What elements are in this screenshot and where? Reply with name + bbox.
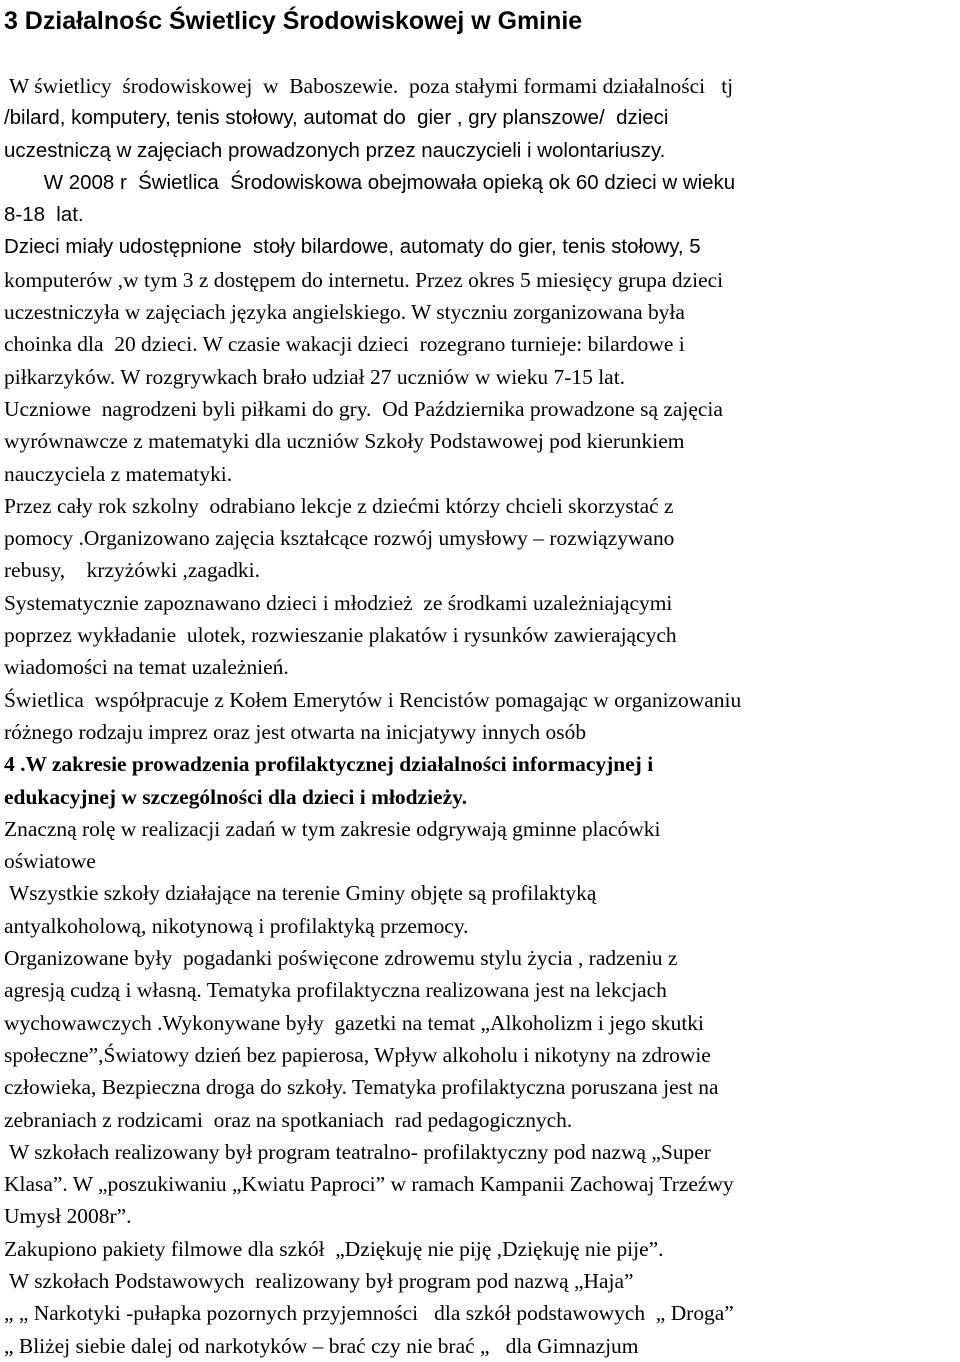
paragraph-line: choinka dla 20 dzieci. W czasie wakacji dzieci rozegrano turnieje: bilardowe i [4, 332, 685, 357]
paragraph-line: /bilard, komputery, tenis stołowy, automat do gier , gry planszowe/ dzieci [4, 106, 669, 130]
paragraph-line: Umysł 2008r”. [4, 1204, 132, 1229]
paragraph-line: uczestniczyła w zajęciach języka angielskiego. W styczniu zorganizowana była [4, 300, 685, 325]
paragraph-line: Wszystkie szkoły działające na terenie Gminy objęte są profilaktyką [4, 881, 597, 906]
paragraph-line: Świetlica współpracuje z Kołem Emerytów i Rencistów pomagając w organizowaniu [4, 687, 742, 712]
section-heading-line: 4 .W zakresie prowadzenia profilaktycznej działalności informacyjnej i [4, 752, 654, 777]
paragraph-line: Systematycznie zapoznawano dzieci i młodzież ze środkami uzależniającymi [4, 590, 673, 615]
paragraph-line: uczestniczą w zajęciach prowadzonych przez nauczycieli i wolontariuszy. [4, 138, 666, 162]
paragraph-line: rebusy, krzyżówki ,zagadki. [4, 558, 260, 583]
document-page [4, 0, 956, 1362]
paragraph-line: Dzieci miały udostępnione stoły bilardowe, automaty do gier, tenis stołowy, 5 [4, 235, 701, 259]
paragraph-line: Przez cały rok szkolny odrabiano lekcje z dziećmi którzy chcieli skorzystać z [4, 493, 674, 518]
paragraph-line: piłkarzyków. W rozgrywkach brało udział 27 uczniów w wieku 7-15 lat. [4, 364, 626, 389]
paragraph-line: wychowawczych .Wykonywane były gazetki na temat „Alkoholizm i jego skutki [4, 1010, 704, 1035]
paragraph-line: „ „ Narkotyki -pułapka pozornych przyjemności dla szkół podstawowych „ Droga” [4, 1301, 734, 1326]
paragraph-line: oświatowe [4, 849, 96, 874]
paragraph-line: komputerów ,w tym 3 z dostępem do internetu. Przez okres 5 miesięcy grupa dzieci [4, 267, 724, 292]
paragraph-line: poprzez wykładanie ulotek, rozwieszanie plakatów i rysunków zawierających [4, 623, 677, 648]
section-heading: 3 Działalnośc Świetlicy Środowiskowej w Gminie [4, 7, 583, 35]
paragraph-line: pomocy .Organizowano zajęcia kształcące rozwój umysłowy – rozwiązywano [4, 526, 675, 551]
paragraph-line: Organizowane były pogadanki poświęcone zdrowemu stylu życia , radzeniu z [4, 946, 678, 971]
paragraph-line: W szkołach Podstawowych realizowany był program pod nazwą „Haja” [4, 1268, 634, 1293]
paragraph-line: W świetlicy środowiskowej w Baboszewie. poza stałymi formami działalności tj [4, 74, 734, 98]
paragraph-line: różnego rodzaju imprez oraz jest otwarta na inicjatywy innych osób [4, 719, 587, 744]
paragraph-line: Klasa”. W „poszukiwaniu „Kwiatu Paproci” w ramach Kampanii Zachowaj Trzeźwy [4, 1172, 734, 1197]
paragraph-line: wyrównawcze z matematyki dla uczniów Szkoły Podstawowej pod kierunkiem [4, 429, 685, 454]
paragraph-line: Zakupiono pakiety filmowe dla szkół „Dziękuję nie piję ,Dziękuję nie pije”. [4, 1236, 664, 1261]
paragraph-line: agresją cudzą i własną. Tematyka profilaktyczna realizowana jest na lekcjach [4, 978, 667, 1003]
document-body [4, 70, 956, 1362]
paragraph-line: 8-18 lat. [4, 203, 84, 227]
paragraph-line: człowieka, Bezpieczna droga do szkoły. Tematyka profilaktyczna poruszana jest na [4, 1075, 719, 1100]
paragraph-line: wiadomości na temat uzależnień. [4, 655, 289, 680]
paragraph-line: społeczne”,Światowy dzień bez papierosa, Wpływ alkoholu i nikotyny na zdrowie [4, 1042, 711, 1067]
section-heading-line: edukacyjnej w szczególności dla dzieci i młodzieży. [4, 784, 468, 809]
paragraph-line: zebraniach z rodzicami oraz na spotkaniach rad pedagogicznych. [4, 1107, 573, 1132]
paragraph-line: nauczyciela z matematyki. [4, 461, 233, 486]
paragraph-line: „ Bliżej siebie dalej od narkotyków – brać czy nie brać „ dla Gimnazjum [4, 1333, 639, 1358]
paragraph-line: Uczniowe nagrodzeni byli piłkami do gry. Od Października prowadzone są zajęcia [4, 396, 723, 421]
paragraph-line: W szkołach realizowany był program teatralno- profilaktyczny pod nazwą „Super [4, 1139, 711, 1164]
paragraph-line: W 2008 r Świetlica Środowiskowa obejmowała opieką ok 60 dzieci w wieku [4, 170, 736, 194]
paragraph-line: Znaczną rolę w realizacji zadań w tym zakresie odgrywają gminne placówki [4, 816, 661, 841]
paragraph-line: antyalkoholową, nikotynową i profilaktyką przemocy. [4, 913, 469, 938]
